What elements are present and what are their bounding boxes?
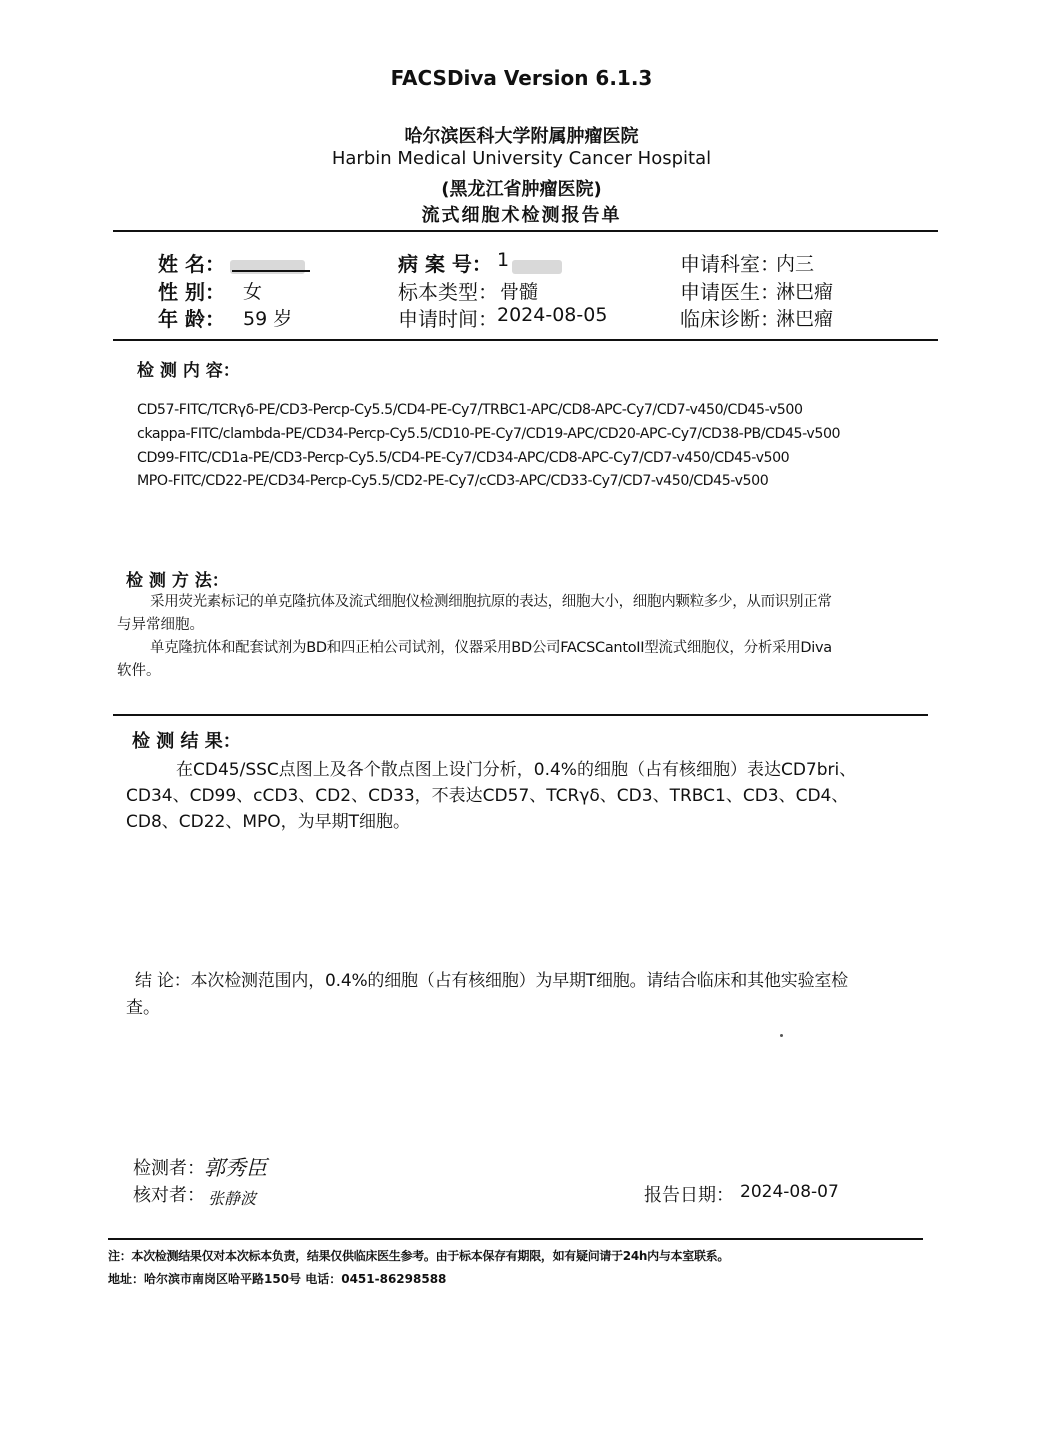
footer-divider xyxy=(108,1238,923,1240)
name-redacted xyxy=(230,256,305,275)
specimen-value: 骨髓 xyxy=(500,281,539,303)
age-value: 59 岁 xyxy=(243,308,293,330)
gender-label: 性 别： xyxy=(158,280,225,304)
footer-note: 注：本次检测结果仅对本次标本负责，结果仅供临床医生参考。由于标本保存有期限，如有疑问请于24h内与本室联系。 xyxy=(108,1249,730,1263)
method-line-4: 软件。 xyxy=(117,663,161,679)
request-time-value: 2024-08-05 xyxy=(497,304,608,326)
dept-value: 内三 xyxy=(776,253,815,275)
age-label: 年 龄： xyxy=(158,307,225,331)
name-label: 姓 名： xyxy=(158,252,225,276)
name-underline xyxy=(232,270,310,272)
specimen-label: 标本类型： xyxy=(398,280,498,304)
conclusion-line-1: 结 论：本次检测范围内，0.4%的细胞（占有核细胞）为早期T细胞。请结合临床和其他实验室检 xyxy=(135,971,848,991)
report-date-value: 2024-08-07 xyxy=(740,1182,839,1202)
header-divider xyxy=(113,230,938,232)
panel-line: MPO-FITC/CD22-PE/CD34-Percp-Cy5.5/CD2-PE-Cy7/cCD3-APC/CD33-Cy7/CD7-v450/CD45-v500 xyxy=(137,473,769,489)
diagnosis-value: 淋巴瘤 xyxy=(776,308,834,330)
panel-line: ckappa-FITC/clambda-PE/CD34-Percp-Cy5.5/CD10-PE-Cy7/CD19-APC/CD20-APC-Cy7/CD38-PB/CD45-v500 xyxy=(137,426,841,442)
result-heading: 检 测 结 果： xyxy=(132,731,241,752)
hospital-name-cn: 哈尔滨医科大学附属肿瘤医院 xyxy=(404,126,639,147)
footer-address: 地址：哈尔滨市南岗区哈平路150号 电话：0451-86298588 xyxy=(108,1272,447,1286)
doctor-value: 淋巴瘤 xyxy=(776,281,834,303)
panel-line: CD99-FITC/CD1a-PE/CD3-Percp-Cy5.5/CD4-PE-Cy7/CD34-APC/CD8-APC-Cy7/CD7-v450/CD45-v500 xyxy=(137,450,790,466)
dept-label: 申请科室： xyxy=(680,252,780,276)
method-heading: 检 测 方 法： xyxy=(126,571,229,591)
conclusion-line-2: 查。 xyxy=(126,998,160,1018)
patient-divider xyxy=(113,339,938,341)
content-heading: 检 测 内 容： xyxy=(137,361,240,381)
method-line-2: 与异常细胞。 xyxy=(117,617,204,633)
result-line-2: CD34、CD99、cCD3、CD2、CD33，不表达CD57、TCRγδ、CD3、TRBC1、CD3、CD4、 xyxy=(126,786,849,806)
doctor-label: 申请医生： xyxy=(680,280,780,304)
software-title: FACSDiva Version 6.1.3 xyxy=(390,66,653,90)
case-redacted xyxy=(512,256,562,275)
result-line-1: 在CD45/SSC点图上及各个散点图上设门分析，0.4%的细胞（占有核细胞）表达CD7bri、 xyxy=(176,760,857,780)
checker-label: 核对者： xyxy=(133,1185,205,1206)
tester-signature: 郭秀臣 xyxy=(204,1156,267,1180)
gender-value: 女 xyxy=(243,281,263,303)
hospital-alias: (黑龙江省肿瘤医院) xyxy=(441,179,602,200)
method-line-3: 单克隆抗体和配套试剂为BD和四正柏公司试剂，仪器采用BD公司FACSCantoII型流式细胞仪，分析采用Diva xyxy=(150,640,832,656)
report-date-label: 报告日期： xyxy=(644,1185,734,1206)
diagnosis-label: 临床诊断： xyxy=(680,307,780,331)
hospital-name-en: Harbin Medical University Cancer Hospital xyxy=(331,148,712,169)
method-line-1: 采用荧光素标记的单克隆抗体及流式细胞仪检测细胞抗原的表达，细胞大小，细胞内颗粒多少，从而识别正常 xyxy=(150,594,832,610)
tester-label: 检测者： xyxy=(133,1158,205,1179)
speck xyxy=(780,1034,783,1037)
request-time-label: 申请时间： xyxy=(398,307,498,331)
case-value: 1 xyxy=(497,249,510,271)
case-label: 病 案 号： xyxy=(398,252,492,276)
result-line-3: CD8、CD22、MPO，为早期T细胞。 xyxy=(126,812,411,832)
report-title: 流式细胞术检测报告单 xyxy=(421,205,622,226)
panel-line: CD57-FITC/TCRγδ-PE/CD3-Percp-Cy5.5/CD4-PE-Cy7/TRBC1-APC/CD8-APC-Cy7/CD7-v450/CD45-v500 xyxy=(137,402,803,418)
method-divider xyxy=(113,714,928,716)
checker-signature: 张静波 xyxy=(208,1189,257,1208)
